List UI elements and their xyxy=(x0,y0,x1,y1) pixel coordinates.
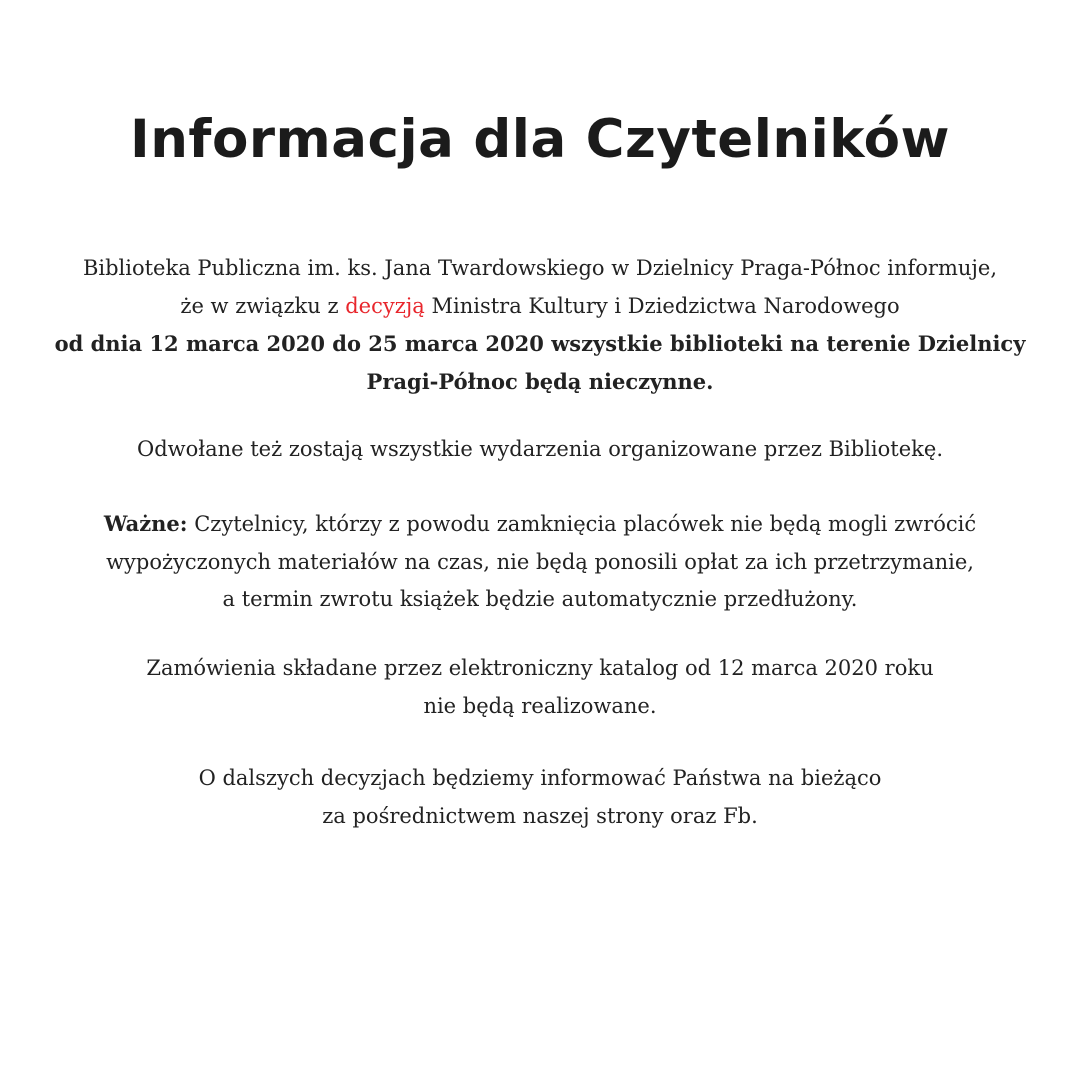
further-info-line-1: O dalszych decyzjach będziemy informować Państwa na bieżąco xyxy=(198,766,882,790)
announcement-line-2 xyxy=(20,288,1060,326)
events-cancelled-paragraph xyxy=(20,431,1060,469)
orders-line-1: Zamówienia składane przez elektroniczny katalog od 12 marca 2020 roku xyxy=(146,656,934,680)
important-notice xyxy=(20,505,1060,619)
important-label: Ważne: xyxy=(103,511,188,536)
announcement-line-2-start: że w związku z xyxy=(180,293,346,318)
important-line-2: wypożyczonych materiałów na czas, nie będą ponosili opłat za ich przetrzymanie, xyxy=(106,549,974,574)
important-line-3: a termin zwrotu książek będzie automatycznie przedłużony. xyxy=(222,587,858,611)
closure-announcement xyxy=(20,250,1060,400)
important-line-1 xyxy=(20,505,1060,544)
important-line-1-text: Czytelnicy, którzy z powodu zamknięcia placówek nie będą mogli zwrócić xyxy=(187,512,977,536)
events-cancelled-line: Odwołane też zostają wszystkie wydarzenia organizowane przez Bibliotekę. xyxy=(137,437,943,461)
further-info-paragraph xyxy=(20,760,1060,835)
decision-link[interactable]: decyzją xyxy=(345,293,425,318)
orders-line-2: nie będą realizowane. xyxy=(423,693,657,718)
orders-paragraph xyxy=(20,650,1060,725)
closure-dates-line: od dnia 12 marca 2020 do 25 marca 2020 wszystkie biblioteki na terenie Dzielnicy xyxy=(54,331,1026,356)
closure-dates-line-2: Pragi-Północ będą nieczynne. xyxy=(366,368,714,394)
announcement-line-1: Biblioteka Publiczna im. ks. Jana Twardowskiego w Dzielnicy Praga-Północ informuje, xyxy=(82,256,998,280)
announcement-line-2-end: Ministra Kultury i Dziedzictwa Narodowego xyxy=(424,293,900,318)
further-info-line-2: za pośrednictwem naszej strony oraz Fb. xyxy=(322,803,758,828)
page-title: Informacja dla Czytelników xyxy=(129,109,950,170)
